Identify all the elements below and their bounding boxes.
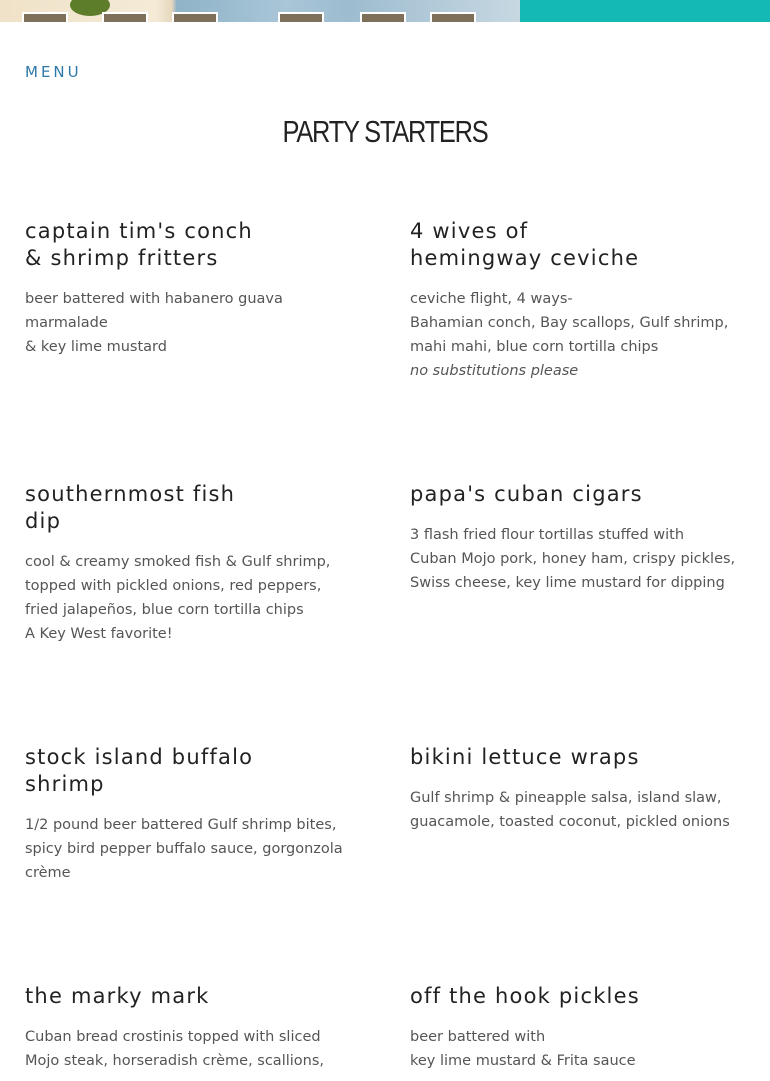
menu-item (25, 481, 370, 646)
menu-item-description: 1/2 pound beer battered Gulf shrimp bites, spicy bird pepper buffalo sauce, gorgonzola crème (25, 817, 343, 881)
menu-item (410, 983, 755, 1073)
menu-item-name: captain tim's conch & shrimp fritters (25, 219, 253, 270)
menu-item (25, 218, 370, 359)
menu-item-name: stock island buffalo shrimp (25, 745, 254, 796)
menu-item-name: bikini lettuce wraps (410, 745, 640, 769)
window-decoration (278, 12, 324, 22)
window-decoration (430, 12, 476, 22)
section-title: PARTY STARTERS (282, 114, 488, 149)
menu-item-description: Gulf shrimp & pineapple salsa, island slaw, guacamole, toasted coconut, pickled onions (410, 790, 730, 830)
menu-link[interactable]: MENU (25, 63, 82, 81)
menu-item (25, 983, 370, 1073)
menu-item-name: papa's cuban cigars (410, 482, 643, 506)
menu-item (25, 744, 370, 885)
menu-item (410, 481, 755, 595)
menu-item-description: beer battered with habanero guava marmalade & key lime mustard (25, 291, 283, 355)
menu-item-name: the marky mark (25, 984, 210, 1008)
menu-item-description: ceviche flight, 4 ways- Bahamian conch, Bay scallops, Gulf shrimp, mahi mahi, blue corn tortilla chips (410, 291, 729, 355)
hero-banner-image (0, 0, 770, 22)
menu-item-name: 4 wives of hemingway ceviche (410, 219, 640, 270)
window-decoration (22, 12, 68, 22)
menu-item-name: off the hook pickles (410, 984, 640, 1008)
menu-item-note: no substitutions please (410, 363, 579, 379)
window-decoration (360, 12, 406, 22)
window-decoration (102, 12, 148, 22)
menu-item-description: cool & creamy smoked fish & Gulf shrimp, topped with pickled onions, red peppers, fried jalapeños, blue corn tortilla chips A Key West favorite! (25, 554, 331, 642)
menu-item-description: Cuban bread crostinis topped with sliced Mojo steak, horseradish crème, scallions, (25, 1029, 325, 1069)
menu-item (410, 744, 755, 834)
teal-panel (520, 0, 770, 22)
menu-item-name: southernmost fish dip (25, 482, 236, 533)
menu-item-description: 3 flash fried flour tortillas stuffed with Cuban Mojo pork, honey ham, crispy pickles, Swiss cheese, key lime mustard for dipping (410, 527, 736, 591)
window-decoration (172, 12, 218, 22)
menu-item (410, 218, 755, 383)
menu-item-description: beer battered with key lime mustard & Frita sauce (410, 1029, 636, 1069)
